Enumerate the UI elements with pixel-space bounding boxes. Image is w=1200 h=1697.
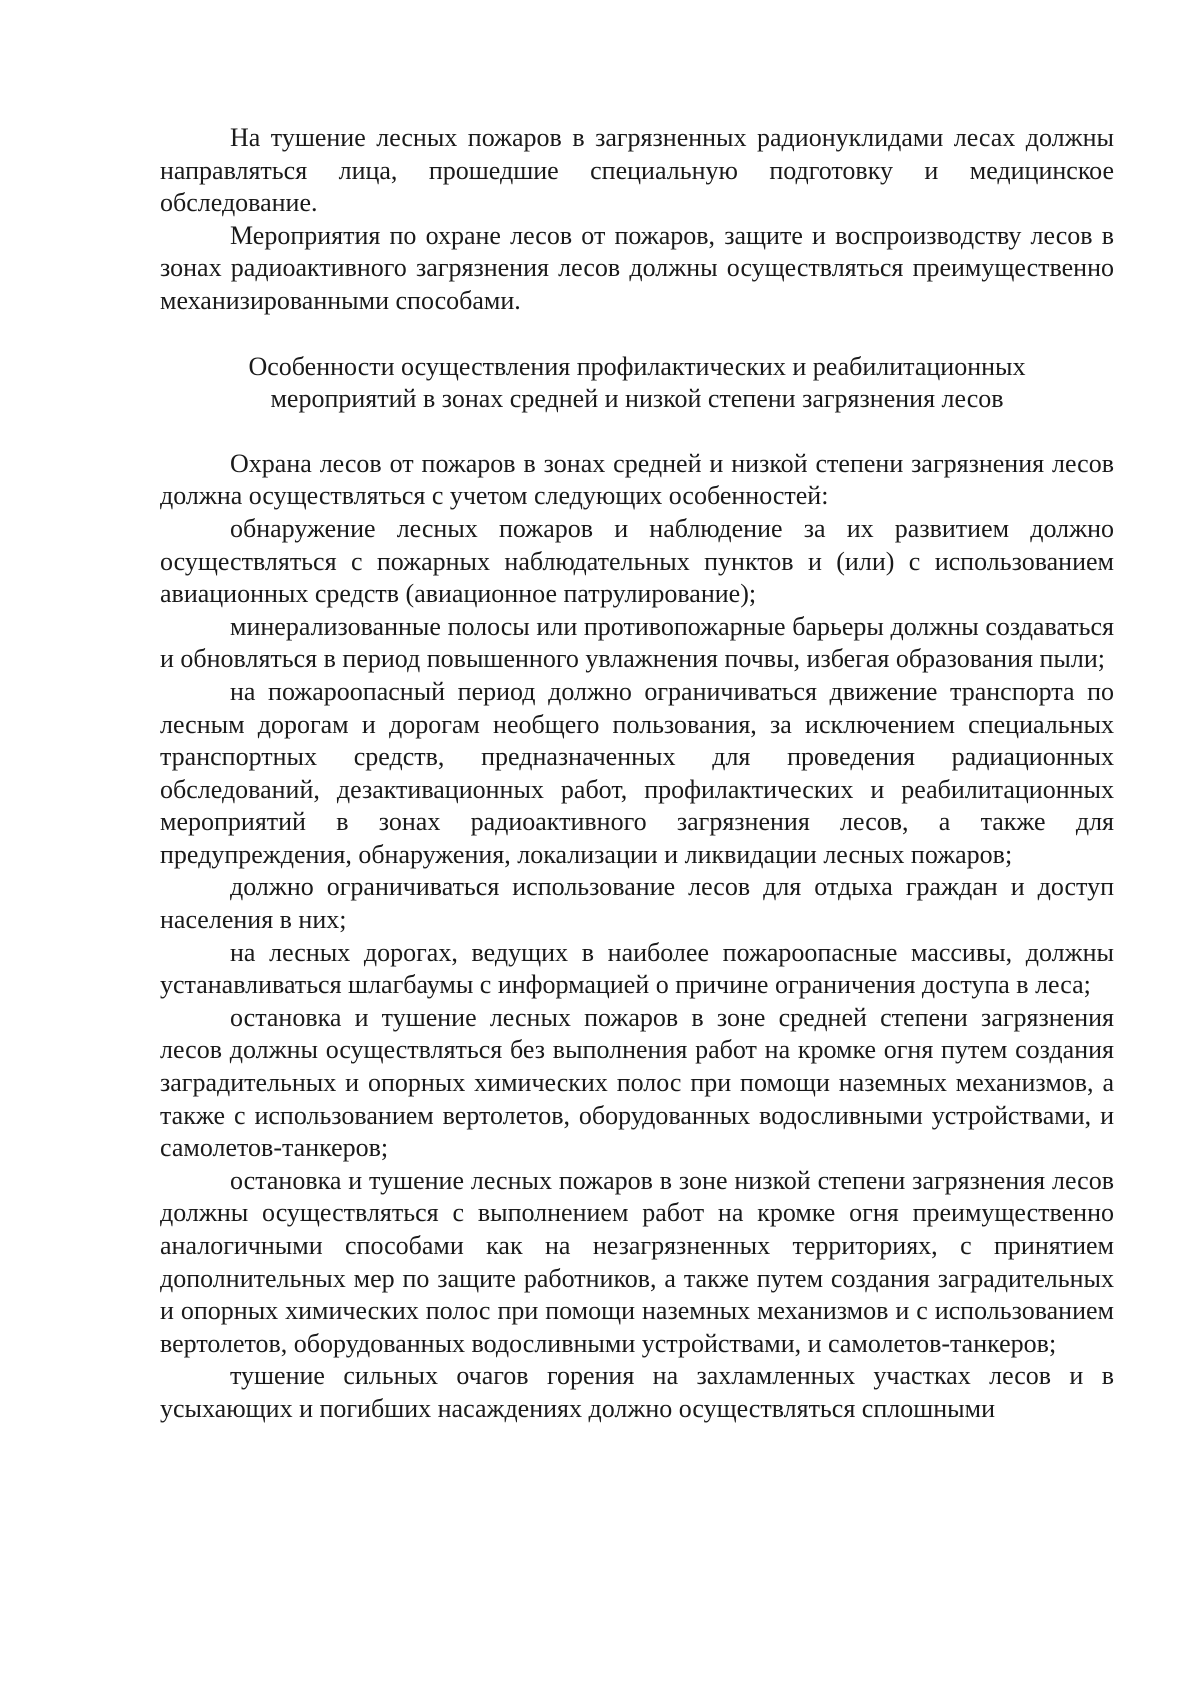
paragraph-mechanized-measures: Мероприятия по охране лесов от пожаров, защите и воспроизводству лесов в зонах радиоактивного загрязнения лесов должны осуществляться преимущественно механизированными способами.	[160, 220, 1114, 315]
paragraph-fire-detection: обнаружение лесных пожаров и наблюдение за их развитием должно осуществляться с пожарных наблюдательных пунктов и (или) с использованием авиационных средств (авиационное патрулирование);	[160, 513, 1114, 609]
paragraph-barriers: на лесных дорогах, ведущих в наиболее пожароопасные массивы, должны устанавливаться шлагбаумы с информацией о причине ограничения доступа в леса;	[160, 937, 1114, 1000]
paragraph-strong-fires: тушение сильных очагов горения на захламленных участках лесов и в усыхающих и погибших насаждениях должно осуществляться сплошными	[160, 1361, 1114, 1423]
section-heading	[160, 351, 1114, 416]
paragraph-medium-zone-suppression: остановка и тушение лесных пожаров в зоне средней степени загрязнения лесов должны осуществляться без выполнения работ на кромке огня путем создания заградительных и опорных химических полос при помощи наземных механизмов, а также с использованием вертолетов, оборудованных водосливными устройствами, и самолетов-танкеров;	[160, 1002, 1114, 1163]
document-body	[160, 122, 1114, 1426]
section-heading-line-2: мероприятий в зонах средней и низкой степени загрязнения лесов	[270, 384, 1004, 414]
paragraph-transport-restriction: на пожароопасный период должно ограничиваться движение транспорта по лесным дорогам и дорогам необщего пользования, за исключением специальных транспортных средств, предназначенных для проведения радиационных обследований, дезактивационных работ, профилактических и реабилитационных мероприятий в зонах радиоактивного загрязнения лесов, а также для предупреждения, обнаружения, локализации и ликвидации лесных пожаров;	[160, 676, 1114, 869]
section-heading-line-1: Особенности осуществления профилактических и реабилитационных	[248, 351, 1026, 381]
paragraph-low-zone-suppression: остановка и тушение лесных пожаров в зоне низкой степени загрязнения лесов должны осуществляться с выполнением работ на кромке огня преимущественно аналогичными способами как на незагрязненных территориях, с принятием дополнительных мер по защите работников, а также путем создания заградительных и опорных химических полос при помощи наземных механизмов и с использованием вертолетов, оборудованных водосливными устройствами, и самолетов-танкеров;	[160, 1165, 1114, 1358]
paragraph-recreation-restriction: должно ограничиваться использование лесов для отдыха граждан и доступ населения в них;	[160, 872, 1114, 935]
paragraph-mineralized-strips: минерализованные полосы или противопожарные барьеры должны создаваться и обновляться в период повышенного увлажнения почвы, избегая образования пыли;	[160, 611, 1114, 674]
paragraph-fire-protection-intro: Охрана лесов от пожаров в зонах средней и низкой степени загрязнения лесов должна осуществляться с учетом следующих особенностей:	[160, 448, 1114, 511]
paragraph-firefighter-training: На тушение лесных пожаров в загрязненных радионуклидами лесах должны направляться лица, прошедшие специальную подготовку и медицинское обследование.	[160, 123, 1114, 218]
